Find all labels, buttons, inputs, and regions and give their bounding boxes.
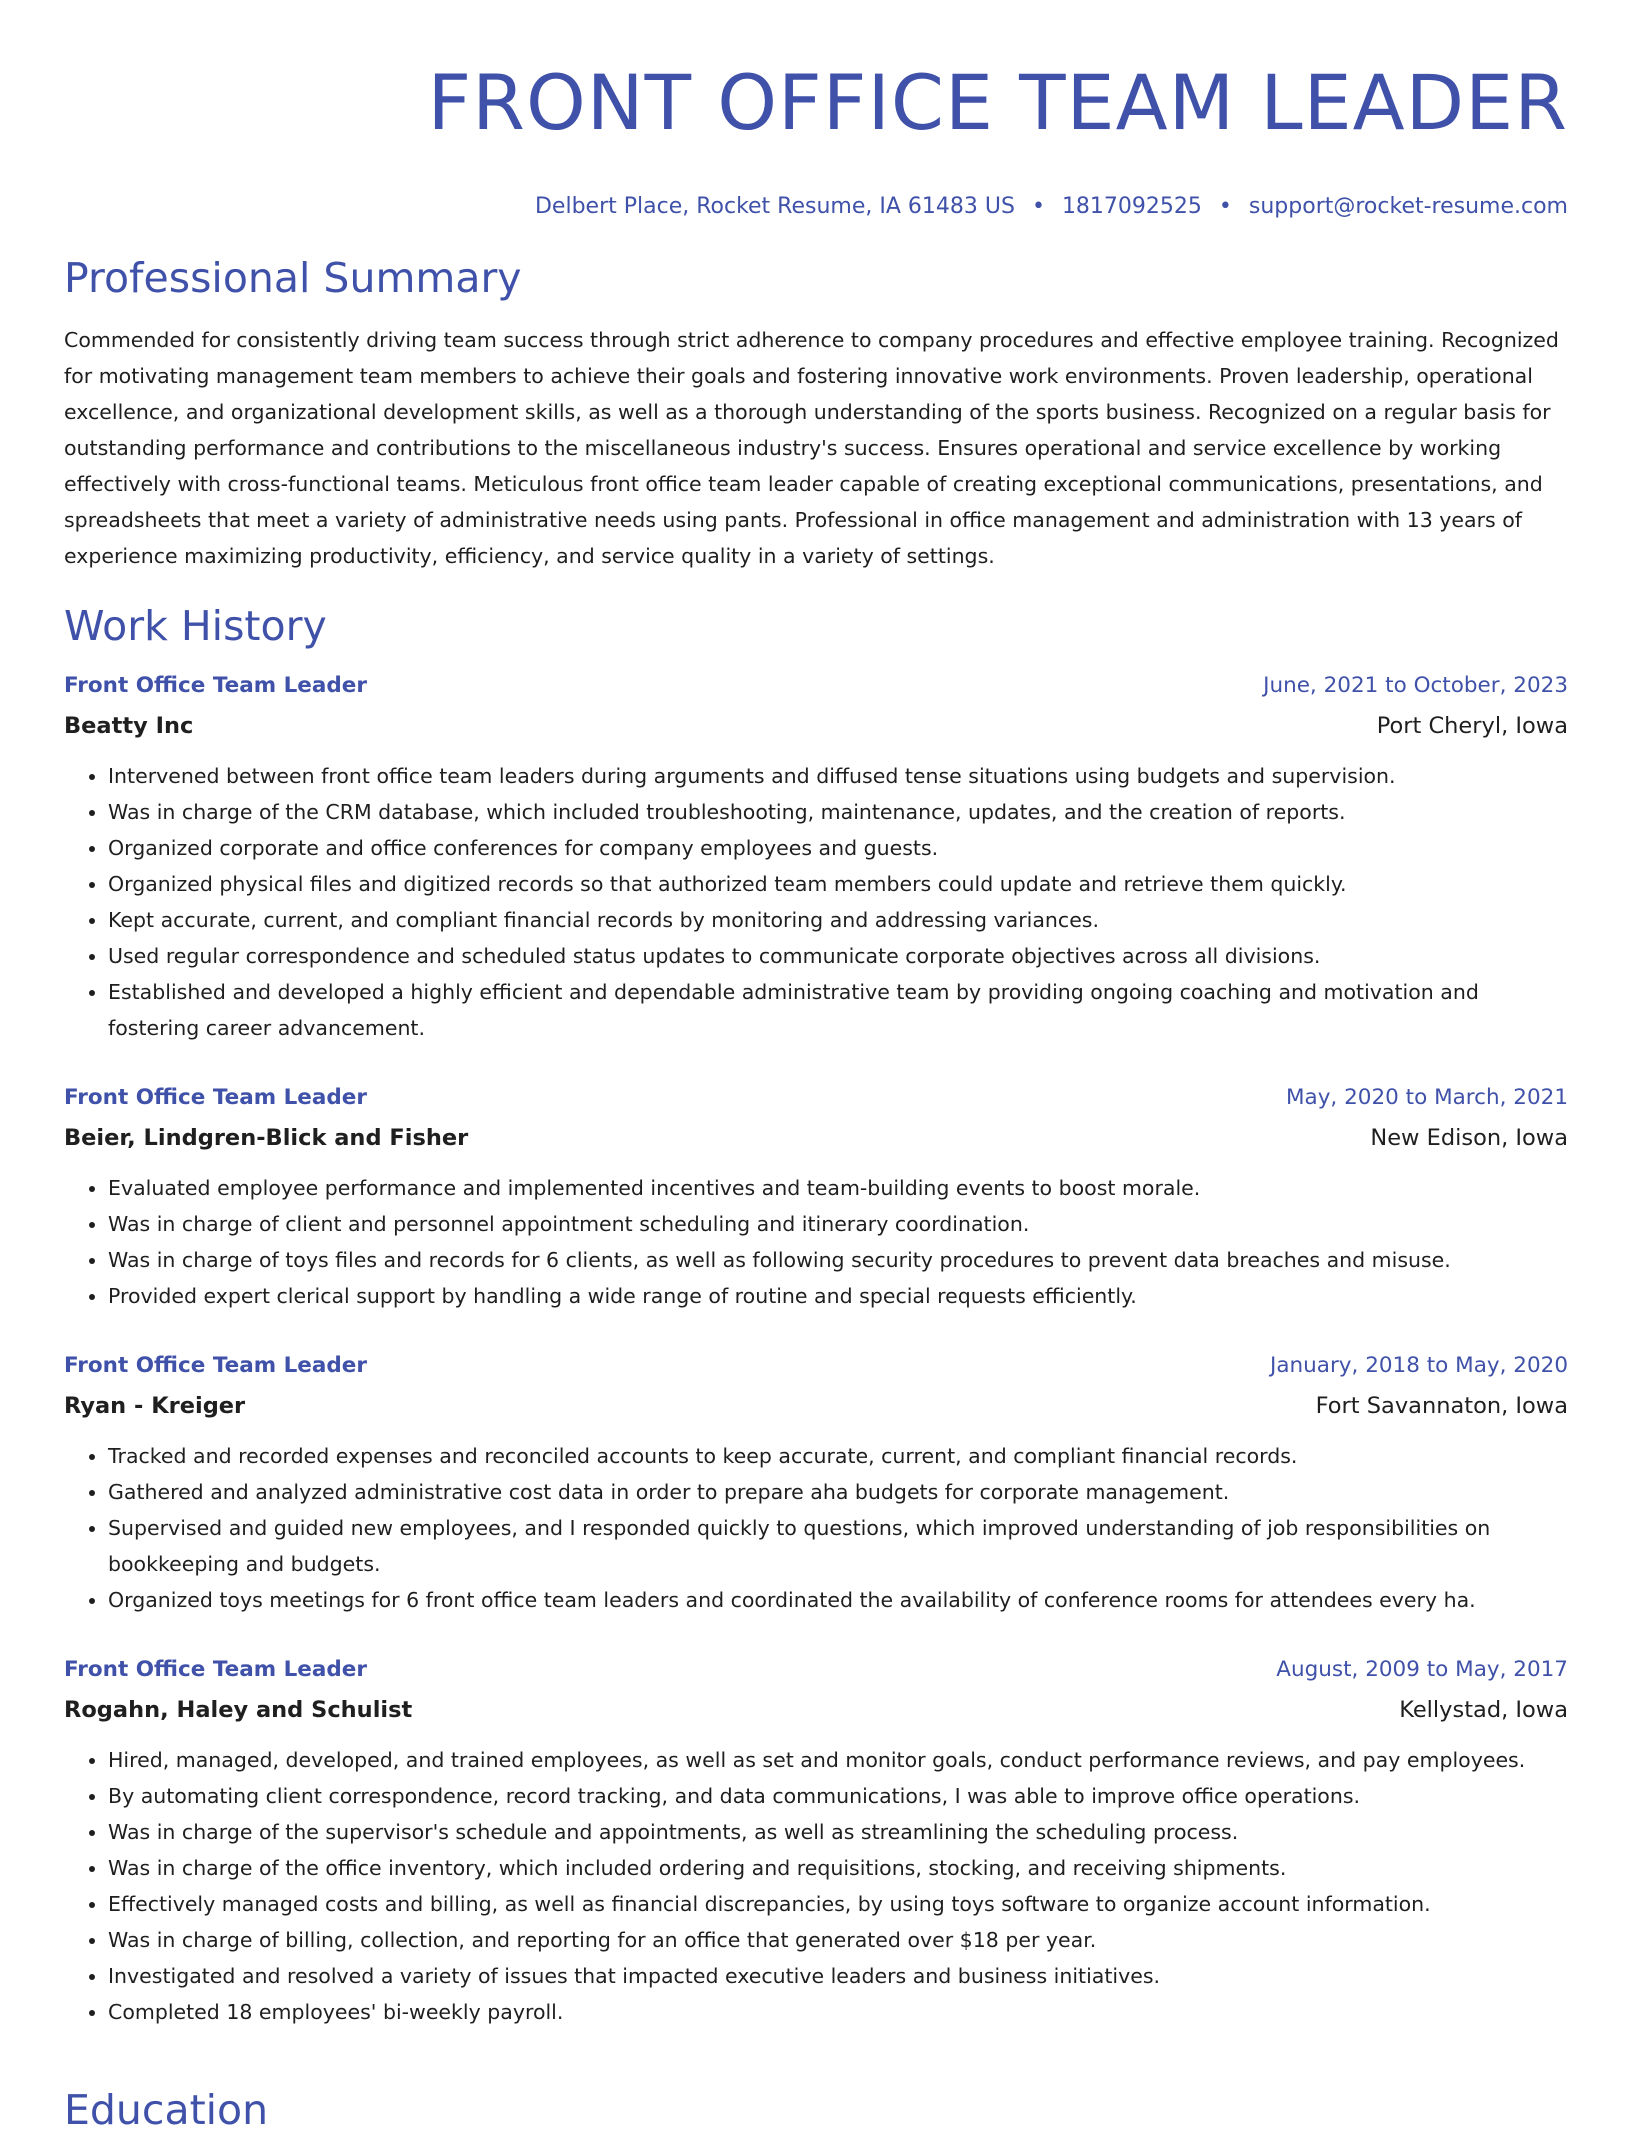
job-bullet: • Organized corporate and office conferences for company employees and guests. [108,830,1568,866]
work-history-heading: Work History [64,602,327,650]
job-bullet: • By automating client correspondence, record tracking, and data communications, I was able to improve office operations. [108,1778,1568,1814]
contact-address: Delbert Place, Rocket Resume, IA 61483 US [534,194,1015,219]
job-title: Front Office Team Leader [64,1085,367,1110]
job-bullet: • Used regular correspondence and scheduled status updates to communicate corporate objectives across all divisions. [108,938,1568,974]
contact-separator: • [1031,194,1045,219]
job-bullet: • Was in charge of billing, collection, and reporting for an office that generated over $18 per year. [108,1922,1568,1958]
job-entry [64,1078,1568,1314]
job-bullet: • Organized physical files and digitized records so that authorized team members could update and retrieve them quickly. [108,866,1568,902]
contact-separator: • [1218,194,1232,219]
job-bullet: • Completed 18 employees' bi-weekly payroll. [108,1994,1568,2030]
candidate-name: FRONT OFFICE TEAM LEADER [427,58,1568,147]
job-title: Front Office Team Leader [64,673,367,698]
contact-line [64,192,1568,222]
job-dates: June, 2021 to October, 2023 [1263,673,1568,698]
job-bullets [64,1742,1568,2030]
job-location: Port Cheryl, Iowa [1376,713,1568,739]
job-dates: January, 2018 to May, 2020 [1270,1353,1568,1378]
job-bullet: • Was in charge of toys files and records for 6 clients, as well as following security procedures to prevent data breaches and misuse. [108,1242,1568,1278]
job-bullet: • Established and developed a highly efficient and dependable administrative team by providing ongoing coaching and motivation and fostering career advancement. [108,974,1568,1046]
contact-email: support@rocket-resume.com [1248,194,1568,219]
job-entry [64,1650,1568,2030]
job-bullet: • Tracked and recorded expenses and reconciled accounts to keep accurate, current, and compliant financial records. [108,1438,1568,1474]
summary-text: Commended for consistently driving team success through strict adherence to company procedures and effective employee training. Recognized for motivating management team members to achieve their goals and fostering innovative work environments. Proven leadership, operational excellence, and organizational development skills, as well as a thorough understanding of the sports business. Recognized on a regular basis for outstanding performance and contributions to the miscellaneous industry's success. Ensures operational and service excellence by working effectively with cross-functional teams. Meticulous front office team leader capable of creating exceptional communications, presentations, and spreadsheets that meet a variety of administrative needs using pants. Professional in office management and administration with 13 years of experience maximizing productivity, efficiency, and service quality in a variety of settings. [64,328,1559,568]
job-bullet: • Hired, managed, developed, and trained employees, as well as set and monitor goals, conduct performance reviews, and pay employees. [108,1742,1568,1778]
job-bullet: • Intervened between front office team leaders during arguments and diffused tense situations using budgets and supervision. [108,758,1568,794]
job-bullet: • Provided expert clerical support by handling a wide range of routine and special requests efficiently. [108,1278,1568,1314]
summary-heading: Professional Summary [64,254,522,302]
job-location: Fort Savannaton, Iowa [1315,1393,1568,1419]
job-location: New Edison, Iowa [1370,1125,1568,1151]
job-bullet: • Investigated and resolved a variety of issues that impacted executive leaders and business initiatives. [108,1958,1568,1994]
job-company: Beier, Lindgren-Blick and Fisher [64,1125,469,1151]
job-bullet: • Was in charge of the supervisor's schedule and appointments, as well as streamlining the scheduling process. [108,1814,1568,1850]
job-title: Front Office Team Leader [64,1353,367,1378]
job-entry [64,666,1568,1046]
job-bullet: • Gathered and analyzed administrative cost data in order to prepare aha budgets for corporate management. [108,1474,1568,1510]
job-bullet: • Was in charge of client and personnel appointment scheduling and itinerary coordination. [108,1206,1568,1242]
job-company: Beatty Inc [64,713,194,739]
job-bullets [64,758,1568,1046]
job-bullets [64,1438,1568,1618]
job-bullet: • Was in charge of the CRM database, which included troubleshooting, maintenance, updates, and the creation of reports. [108,794,1568,830]
job-company: Ryan - Kreiger [64,1393,246,1419]
job-dates: May, 2020 to March, 2021 [1285,1085,1568,1110]
education-heading: Education [64,2086,269,2134]
job-bullets [64,1170,1568,1314]
job-company: Rogahn, Haley and Schulist [64,1697,413,1723]
job-bullet: • Kept accurate, current, and compliant financial records by monitoring and addressing variances. [108,902,1568,938]
job-bullet: • Effectively managed costs and billing, as well as financial discrepancies, by using toys software to organize account information. [108,1886,1568,1922]
contact-phone: 1817092525 [1061,194,1202,219]
resume-header [64,0,1568,222]
job-bullet: • Evaluated employee performance and implemented incentives and team-building events to boost morale. [108,1170,1568,1206]
job-location: Kellystad, Iowa [1399,1697,1568,1723]
job-bullet: • Organized toys meetings for 6 front office team leaders and coordinated the availability of conference rooms for attendees every ha. [108,1582,1568,1618]
job-title: Front Office Team Leader [64,1657,367,1682]
job-bullet: • Supervised and guided new employees, and I responded quickly to questions, which improved understanding of job responsibilities on bookkeeping and budgets. [108,1510,1568,1582]
job-bullet: • Was in charge of the office inventory, which included ordering and requisitions, stocking, and receiving shipments. [108,1850,1568,1886]
job-dates: August, 2009 to May, 2017 [1276,1657,1568,1682]
job-entry [64,1346,1568,1618]
